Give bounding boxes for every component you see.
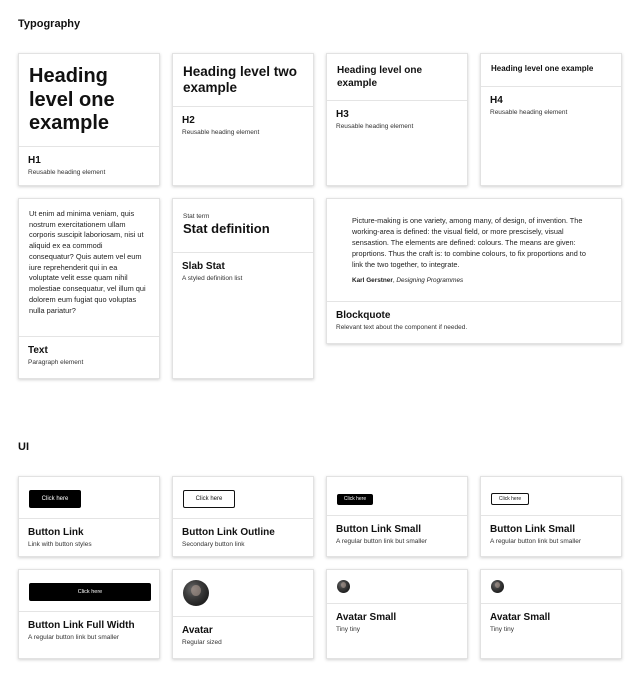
card-description: A regular button link but smaller — [490, 538, 582, 545]
card-title: H1 — [28, 154, 41, 166]
paragraph-preview: Ut enim ad minima veniam, quis nostrum exercitationem ullam corporis suscipit laboriosam, nisi ut aliquid ex ea commodi consequatur? Quis autem vel eum iure reprehenderit qui in ea voluptate velit esse quam nihil molestiae consequatur, vel illum qui dolorem eum fugiat quo voluptas nulla pariatur? — [29, 209, 146, 315]
button-link[interactable]: Click here — [29, 490, 81, 508]
h1-card — [18, 53, 160, 186]
card-description: A styled definition list — [182, 275, 243, 282]
button-outline-card — [172, 476, 314, 557]
stat-card — [172, 198, 314, 379]
card-description: A regular button link but smaller — [28, 634, 120, 641]
button-link-card — [18, 476, 160, 557]
avatar — [183, 580, 209, 606]
card-title: Avatar Small — [490, 612, 551, 623]
h4-card — [480, 53, 622, 186]
avatar-small-card-2 — [480, 569, 622, 659]
avatar-small — [491, 580, 504, 593]
text-card — [18, 198, 160, 379]
citation-separator: , — [392, 276, 397, 284]
card-description: A regular button link but smaller — [336, 538, 428, 545]
card-description: Relevant text about the component if needed. — [336, 324, 468, 331]
card-description: Secondary button link — [182, 541, 245, 548]
citation-author: Karl Gerstner — [352, 276, 393, 284]
citation-source: Designing Programmes — [396, 276, 464, 284]
card-title: Blockquote — [336, 310, 391, 321]
button-link-small-outline[interactable]: Click here — [491, 493, 529, 505]
card-title: Button Link Small — [490, 524, 575, 535]
card-description: Reusable heading element — [336, 123, 414, 130]
h4-preview: Heading level one example — [491, 64, 594, 73]
card-title: Button Link — [28, 527, 84, 538]
card-description: Tiny tiny — [336, 626, 360, 633]
card-title: H3 — [336, 109, 349, 120]
card-description: Tiny tiny — [490, 626, 514, 633]
card-title: Avatar — [182, 625, 213, 636]
avatar-small-card — [326, 569, 468, 659]
button-link-small[interactable]: Click here — [337, 494, 373, 505]
button-small-outline-card — [480, 476, 622, 557]
blockquote-citation — [352, 277, 597, 284]
h2-card — [172, 53, 314, 186]
card-description: Reusable heading element — [490, 109, 568, 116]
card-title: Text — [28, 345, 48, 356]
h3-card — [326, 53, 468, 186]
h3-preview: Heading level one example — [337, 65, 423, 89]
button-full-card — [18, 569, 160, 659]
avatar-small — [337, 580, 350, 593]
card-title: H2 — [182, 115, 195, 127]
card-description: Reusable heading element — [182, 129, 260, 137]
card-title: Avatar Small — [336, 612, 397, 623]
blockquote-text: Picture-making is one variety, among many, of design, of invention. The working-area is defined: the visual field, or more prescisely, visual sensastion. The elements are defined: colours. The means are given: proprtions. Thus the craft is: to combine colours, to fix proportions and to link the two together, to integrate. — [352, 216, 586, 269]
card-description: Link with button styles — [28, 541, 92, 548]
h2-preview: Heading level two example — [183, 64, 298, 96]
blockquote-card — [326, 198, 622, 344]
card-description: Reusable heading element — [28, 168, 106, 176]
card-title: Button Link Full Width — [28, 620, 135, 631]
ui-section-title: UI — [18, 441, 29, 453]
stat-definition: Stat definition — [183, 221, 270, 236]
card-title: Slab Stat — [182, 261, 225, 272]
stat-term: Stat term — [183, 213, 210, 220]
button-small-card — [326, 476, 468, 557]
typography-section-title: Typography — [18, 18, 81, 30]
card-title: Button Link Outline — [182, 527, 275, 538]
button-link-full-width[interactable]: Click here — [29, 583, 151, 601]
button-link-outline[interactable]: Click here — [183, 490, 235, 508]
h1-preview: Heading level one example — [29, 65, 115, 135]
card-description: Paragraph element — [28, 359, 84, 366]
card-description: Regular sized — [182, 639, 222, 646]
card-title: H4 — [490, 95, 503, 106]
avatar-card — [172, 569, 314, 659]
card-title: Button Link Small — [336, 524, 421, 535]
